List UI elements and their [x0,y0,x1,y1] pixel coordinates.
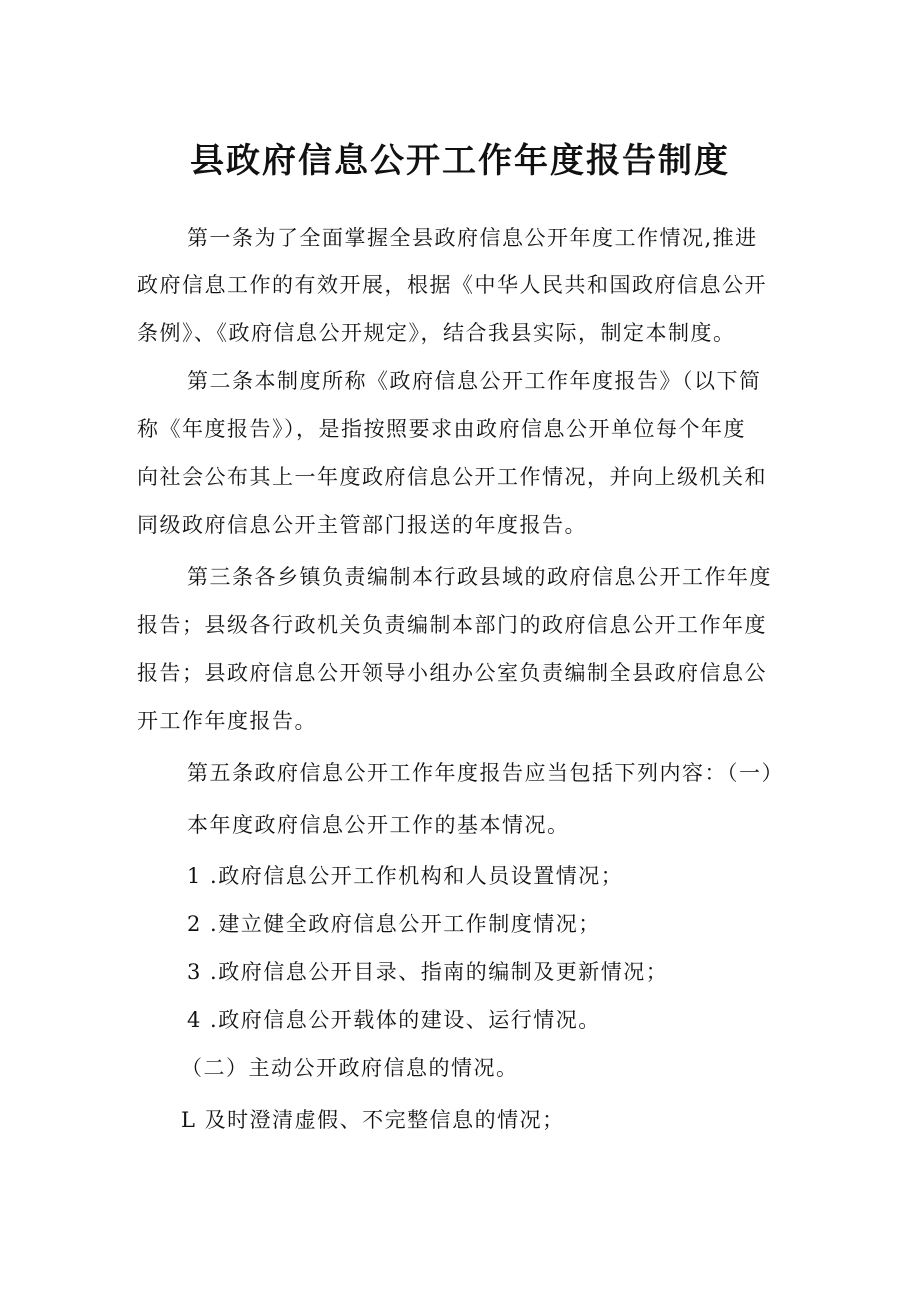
section-heading: （二）主动公开政府信息的情况。 [181,1056,519,1080]
paragraph-line: 政府信息工作的有效开展，根据《中华人民共和国政府信息公开 [137,273,767,297]
list-item: 4 .政府信息公开载体的建设、运行情况。 [187,1008,601,1032]
paragraph-line: 开工作年度报告。 [137,709,317,733]
list-item: L 及时澄清虚假、不完整信息的情况； [181,1108,565,1132]
paragraph-line: 称《年度报告》），是指按照要求由政府信息公开单位每个年度 [137,417,746,441]
paragraph-line: 第一条为了全面掌握全县政府信息公开年度工作情况,推进 [187,226,758,250]
paragraph-line: 第二条本制度所称《政府信息公开工作年度报告》（以下简 [187,369,762,393]
paragraph-line: 报告；县政府信息公开领导小组办公室负责编制全县政府信息公 [137,661,767,685]
list-item: 1 .政府信息公开工作机构和人员设置情况； [187,864,624,888]
paragraph-line: 条例》、《政府信息公开规定》，结合我县实际，制定本制度。 [137,321,736,345]
paragraph-line: 同级政府信息公开主管部门报送的年度报告。 [137,513,587,537]
document-title: 县政府信息公开工作年度报告制度 [190,141,730,181]
paragraph-line: 报告；县级各行政机关负责编制本部门的政府信息公开工作年度 [137,613,767,637]
paragraph-line: 本年度政府信息公开工作的基本情况。 [187,813,570,837]
list-item: 2 .建立健全政府信息公开工作制度情况； [187,912,601,936]
list-item: 3 .政府信息公开目录、指南的编制及更新情况； [187,960,669,984]
paragraph-line: 向社会公布其上一年度政府信息公开工作情况，并向上级机关和 [137,465,767,489]
paragraph-line: 第三条各乡镇负责编制本行政县域的政府信息公开工作年度 [187,565,772,589]
paragraph-line: 第五条政府信息公开工作年度报告应当包括下列内容：（一） [187,761,784,785]
